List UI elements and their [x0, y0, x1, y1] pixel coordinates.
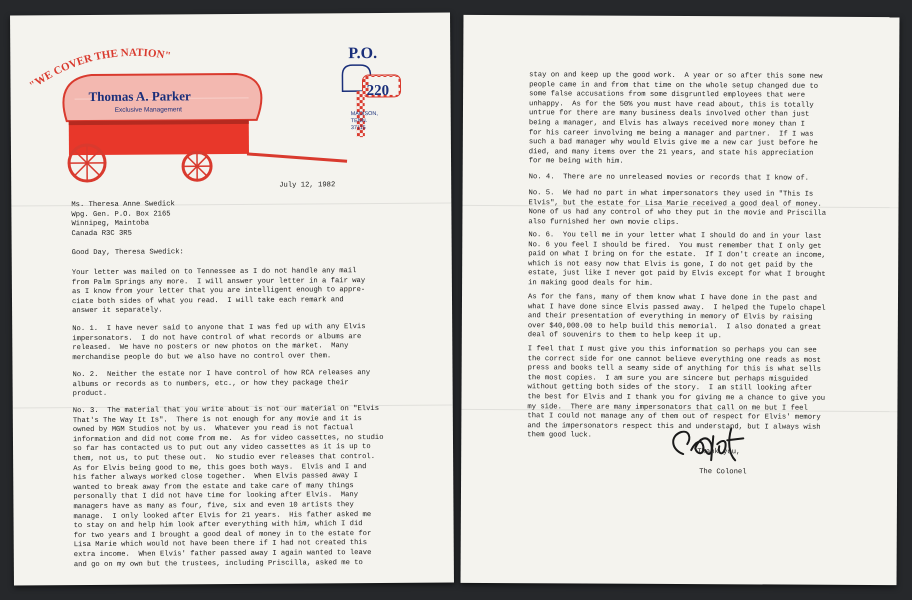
letter-date: July 12, 1982 — [279, 181, 336, 190]
signoff: The Colonel — [699, 468, 747, 477]
letter-page-2 — [461, 15, 900, 585]
paragraph: No. 4. There are no unreleased movies or records that I know of. — [528, 173, 810, 183]
slogan-textpath: "WE COVER THE NATION" — [27, 46, 172, 92]
po-label: P.O. — [348, 44, 378, 63]
paragraph: Your letter was mailed on to Tennessee as I do not handle any mail from Palm Springs any more. I will answer your letter in a fair way as I know from your letter that you are intelligent enough to appre- ciate both sides of what you read. I will take each remark and answer it separately. — [71, 267, 366, 316]
paragraph: I feel that I must give you this information so perhaps you can see the correct side for one cannot believe everything one reads as most press and books tell a seamy side of anything for this is what sells the most copies. I am sure you are sincere but perhaps misguided without getting both sides of the story. I am still looking after the best for Elvis and I thank you for giving me a chance to give you my side. There are many impersonators that call on me but I feel that I could not manage any of them out of respect for Elvis' memory and the impersonators respect this and understand, but I always wish them good luck. — [527, 345, 826, 440]
paragraph: No. 1. I have never said to anyone that I was fed up with any Elvis impersonators. I do not have control of what records or albums are released. We have no posters or new photos on the market. Many merchandise people do but we also have no control over them. — [72, 323, 366, 362]
closing: Thank you, — [697, 448, 741, 457]
greeting: Good Day, Theresa Swedick: — [71, 248, 184, 258]
box-number: 220 — [366, 82, 390, 100]
paragraph: No. 2. Neither the estate nor I have control of how RCA releases any albums or records as to numbers, etc., or how they package their product. — [72, 369, 371, 399]
recipient-address: Ms. Theresa Anne Swedick Wpg. Gen. P.O. Box 2165 Winnipeg, Maintoba Canada R3C 3R5 — [71, 200, 175, 238]
paragraph: No. 3. The material that you write about is not our material on "Elvis That's The Way It Is". There is not enough for any movie and it is owned by MGM Studios not by us. Whatever you read is not factual information and did not come from me. As for video cassettes, no studio so far has contacted us to put out any video cassettes as it is up to them, not us, to put these out. No studio ever releases that control. As for Elvis being good to me, this goes both ways. Elvis and I and his father always worked close together. When Elvis passed away I wanted to break away from the estate and take care of many things personally that I did not have time for looking after Elvis. Many managers have as many as four, five, six and even 10 artists they manage. I only looked after Elvis for 21 years. His father asked me to stay on and help him look after everything with him, which I did for two years and I brought a good deal of money in to the estate for Lisa Marie which would not have been there if I had not created this extra income. When Elvis' father passed away I again wanted to leave and go on my own but the trustees, including Priscilla, asked me to — [72, 404, 384, 569]
covered-wagon-icon — [46, 57, 357, 189]
letterhead-city: MADISON, TENN. 37115 — [350, 110, 378, 132]
letterhead-subtitle: Exclusive Management — [114, 106, 182, 114]
paragraph: As for the fans, many of them know what I have done in the past and what I have done since Elvis passed away. I helped the Tupelo chapel and their presentation of everything in memory of Elvis by raising over $40,000.00 to help build this memorial. I also donated a great deal of souvenirs to them to help keep it up. — [527, 293, 826, 341]
paragraph: No. 5. We had no part in what impersonators they used in "This Is Elvis", but the estate for Lisa Marie received a good deal of money. None of us had any control of who they put in the movie and Priscilla also furnished her own movie clips. — [528, 189, 827, 227]
paragraph: stay on and keep up the good work. A year or so after this some new people came in and from that time on the whole setup changed due to some false accusations from some disgruntled employees that were unhappy. As for the 50% you must have read about, this is totally untrue for there are many business deals involved other than just being a manager, and Elvis has always received more money than I for his career involving me being a manager and partner. If I was such a bad manager why would Elvis give me a new car just before he died, and many items over the 21 years, and state his appreciation for me being with him. — [528, 71, 823, 167]
letterhead-name: Thomas A. Parker — [88, 88, 191, 104]
paragraph: No. 6. You tell me in your letter what I should do and in your last No. 6 you feel I should be fired. You must remember that I only get paid on what I bring on for the estate. If I don't create an income, which is not easy now that Elvis is gone, I do not get paid by the estate, just like I never got paid by Elvis except for what I brought in making good deals for him. — [528, 231, 826, 288]
letter-page-1 — [10, 12, 454, 585]
